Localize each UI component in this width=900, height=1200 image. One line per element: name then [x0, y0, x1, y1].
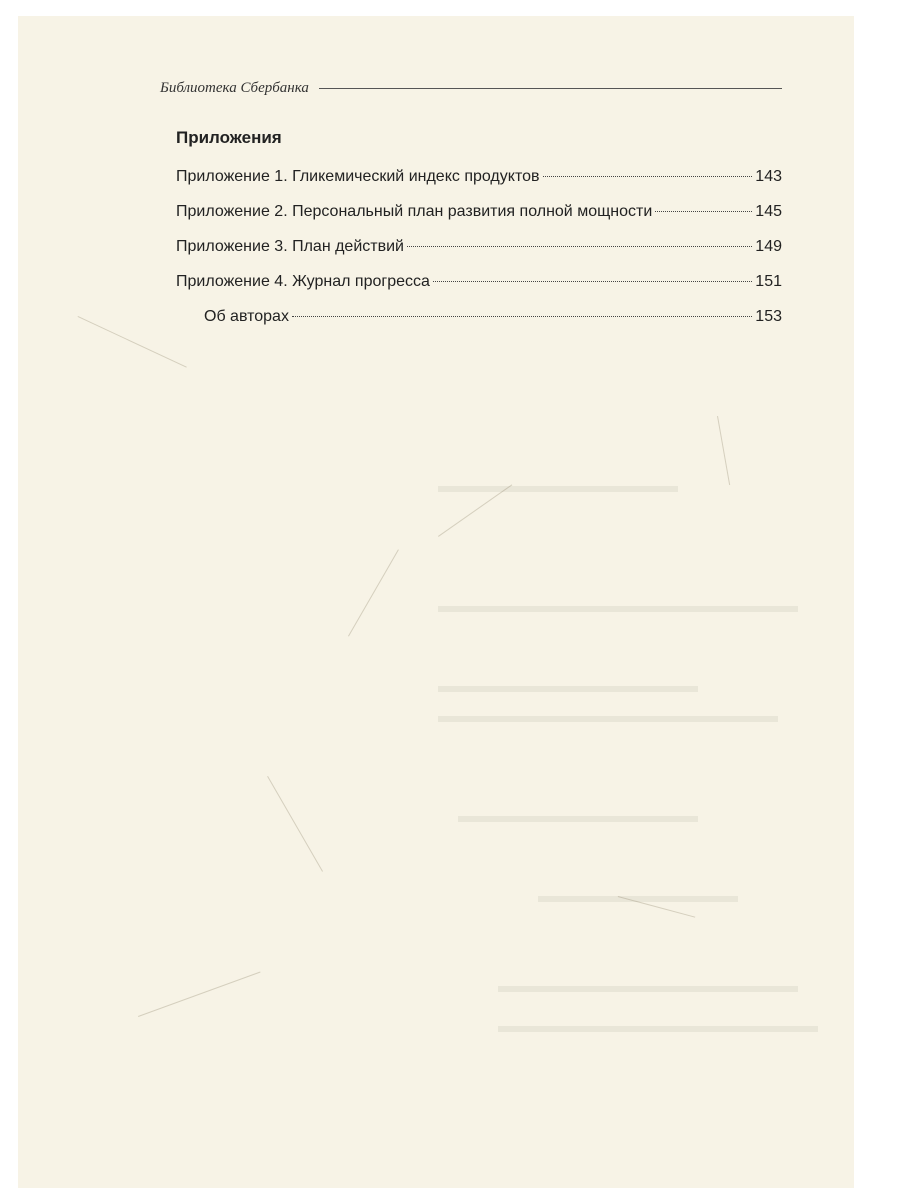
paper-fiber	[717, 416, 730, 485]
toc-entry-label: Приложение 1. Гликемический индекс продуктов	[176, 168, 540, 185]
table-of-contents	[176, 168, 782, 343]
show-through-line	[498, 1026, 818, 1032]
toc-entry-about-authors[interactable]	[176, 308, 782, 343]
toc-entry-label: Приложение 4. Журнал прогресса	[176, 273, 430, 290]
show-through-line	[498, 986, 798, 992]
toc-entry-appendix-2[interactable]	[176, 203, 782, 238]
toc-entry-label: Приложение 3. План действий	[176, 238, 404, 255]
paper-fiber	[267, 776, 323, 872]
toc-page-number: 145	[755, 203, 782, 220]
show-through-line	[438, 686, 698, 692]
section-title: Приложения	[176, 128, 282, 147]
book-page	[18, 16, 854, 1188]
show-through-line	[458, 816, 698, 822]
show-through-line	[438, 486, 678, 492]
toc-entry-label: Приложение 2. Персональный план развития полной мощности	[176, 203, 653, 220]
paper-fiber	[438, 484, 512, 536]
toc-leader-dots	[543, 176, 753, 177]
running-head	[160, 76, 782, 100]
toc-entry-appendix-3[interactable]	[176, 238, 782, 273]
toc-entry-appendix-4[interactable]	[176, 273, 782, 308]
toc-page-number: 151	[755, 273, 782, 290]
running-head-text: Библиотека Сбербанка	[160, 79, 309, 96]
toc-entry-label: Об авторах	[204, 308, 289, 325]
show-through-line	[438, 716, 778, 722]
show-through-line	[438, 606, 798, 612]
toc-leader-dots	[433, 281, 752, 282]
toc-entry-appendix-1[interactable]	[176, 168, 782, 203]
toc-leader-dots	[655, 211, 752, 212]
paper-fiber	[348, 549, 399, 636]
paper-fiber	[78, 316, 187, 368]
toc-page-number: 149	[755, 238, 782, 255]
paper-fiber	[138, 972, 261, 1017]
show-through-line	[538, 896, 738, 902]
toc-leader-dots	[292, 316, 752, 317]
running-head-rule	[319, 88, 782, 89]
toc-page-number: 143	[755, 168, 782, 185]
toc-page-number: 153	[755, 308, 782, 325]
toc-leader-dots	[407, 246, 752, 247]
